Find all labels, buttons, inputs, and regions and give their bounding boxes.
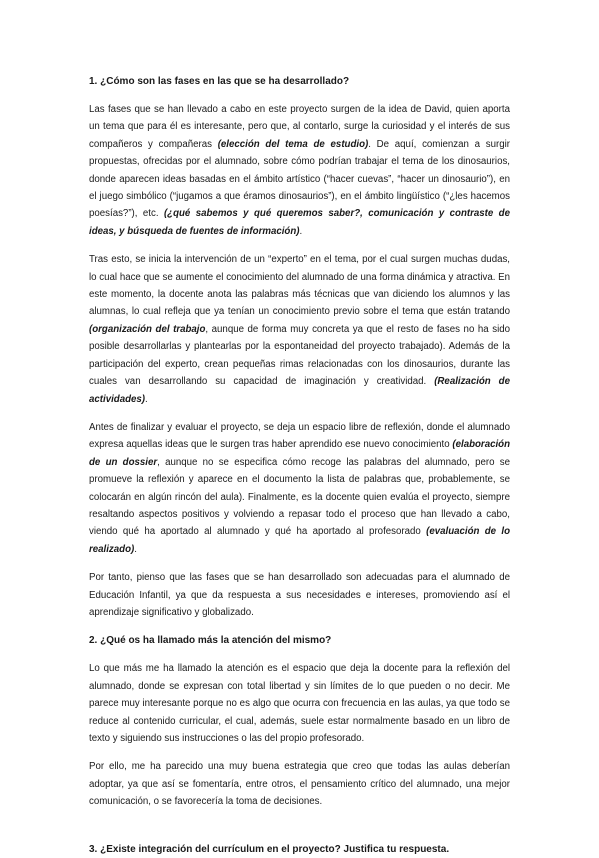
q1p1-emphasis-1: (elección del tema de estudio): [217, 138, 369, 150]
q1-paragraph-1: [89, 101, 510, 240]
q1-paragraph-3: [89, 419, 510, 558]
q1p2-emphasis-2: (Realización de actividades): [89, 376, 510, 405]
q1p3-text-1: Antes de finalizar y evaluar el proyecto, se deja un espacio libre de reflexión, donde el alumnado expresa aquellas ideas que le surgen tras haber aprendido ese nuevo conocimiento: [89, 421, 510, 451]
q2-paragraph-1: Lo que más me ha llamado la atención es el espacio que deja la docente para la reflexión del alumnado, donde se expresan con total libertad y sin límites de lo que pueden o no decir. Me parece muy interesante porque no es algo que ocurra con frecuencia en las aulas, ya que todo se reduce al contenido curricular, el cual, además, suele estar normalmente basado en un libro de texto y siguiendo sus instrucciones o las del propio profesorado.: [89, 663, 510, 744]
q1p3-text-2: , aunque no se especifica cómo recoge las palabras del alumnado, pero se promueve la reflexión y aparece en el documento la lista de palabras que, probablemente, se colocarán en algún rincón del aula). Finalmente, es la docente quien evalúa el proyecto, siempre resaltando aspectos positivos y volviendo a repasar todo el proceso que han llevado a cabo, viendo qué ha aportado al alumnado y qué ha aportado al profesorado: [89, 456, 510, 538]
q2-paragraph-2: Por ello, me ha parecido una muy buena estrategia que creo que todas las aulas deberían adoptar, ya que así se fomentaría, entre otros, el pensamiento crítico del alumnado, una mejor comunicación, o se favorecería la toma de decisiones.: [89, 761, 510, 808]
q1p1-emphasis-2: (¿qué sabemos y qué queremos saber?, comunicación y contraste de ideas, y búsqueda de fuentes de información): [89, 208, 510, 237]
q1p1-text-3: .: [299, 225, 303, 237]
q1-paragraph-2: [89, 251, 510, 408]
q1p2-text-2: , aunque de forma muy concreta ya que el resto de fases no ha sido posible desarrollarlas y plantearlas por la espontaneidad del proyecto trabajado). Además de la participación del experto, crean pequeñas rimas relacionadas con los dinosaurios, durante las cuales van desarrollando su capacidad de imaginación y creatividad.: [89, 323, 511, 388]
question-3-heading: 3. ¿Existe integración del currículum en el proyecto? Justifica tu respuesta.: [89, 843, 450, 855]
question-1-heading: 1. ¿Cómo son las fases en las que se ha desarrollado?: [89, 76, 350, 87]
q1p3-emphasis-2: (evaluación de lo realizado): [89, 526, 510, 555]
q1-paragraph-4: Por tanto, pienso que las fases que se han desarrollado son adecuadas para el alumnado de Educación Infantil, ya que da respuesta a sus necesidades e intereses, promoviendo así el aprendizaje significativo y globalizado.: [89, 572, 510, 618]
q1p2-emphasis-1: (organización del trabajo: [89, 323, 206, 335]
q1p1-text-1: Las fases que se han llevado a cabo en este proyecto surgen de la idea de David, quien aporta un tema que para él es interesante, pero que, al contarlo, surge la curiosidad y el interés de sus compañeros y compañeras: [89, 104, 510, 150]
q1p2-text-3: .: [145, 393, 148, 405]
q1p3-text-3: .: [134, 543, 137, 555]
q1p3-emphasis-1: (elaboración de un dossier: [89, 439, 510, 468]
q1p1-text-2: . De aquí, comienzan a surgir propuestas, ofrecidas por el alumnado, sobre cómo podrían trabajar el tema de los dinosaurios, donde aparecen ideas basadas en el ámbito artístico (“hacer cuevas”, “hacer un dinosaurio”), en el juego simbólico (“jugamos a que éramos dinosaurios”), en el ámbito lingüístico (“¿les hacemos poesías?”), etc.: [89, 138, 511, 220]
question-2-heading: 2. ¿Qué os ha llamado más la atención del mismo?: [89, 635, 332, 647]
q1p2-text-1: Tras esto, se inicia la intervención de un “experto” en el tema, por el cual surgen muchas dudas, lo cual hace que se aumente el conocimiento del alumnado de una forma dinámica y atractiva. En este momento, la docente anota las palabras más técnicas que van diciendo los alumnos y las alumnas, lo cual refleja que ya tenían un conocimiento previo sobre el tema que están tratando: [89, 254, 510, 318]
